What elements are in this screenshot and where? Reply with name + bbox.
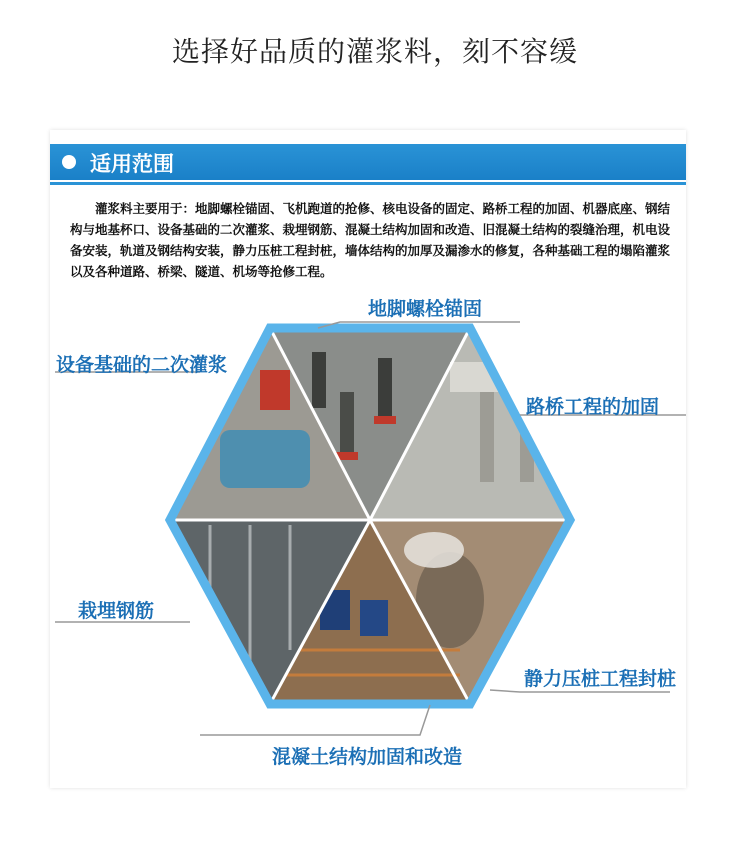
caption-rebar-planting: 栽埋钢筋 (78, 600, 155, 622)
page-title: 选择好品质的灌浆料，刻不容缓 (171, 35, 578, 68)
caption-bridge-reinforcement: 路桥工程的加固 (526, 396, 660, 418)
caption-pile-sealing: 静力压桩工程封桩 (524, 668, 677, 690)
caption-concrete-reinforcement: 混凝土结构加固和改造 (272, 746, 463, 768)
caption-anchor-bolts: 地脚螺栓锚固 (368, 298, 483, 320)
application-scope-panel (50, 130, 686, 788)
section-heading: 适用范围 (90, 151, 174, 176)
section-description: 灌浆料主要用于：地脚螺栓锚固、飞机跑道的抢修、核电设备的固定、路桥工程的加固、机器底座、钢结构与地基杯口、设备基础的二次灌浆、栽埋钢筋、混凝土结构加固和改造、旧混凝土结构的裂缝治理，机电设备安装，轨道及钢结构安装，静力压桩工程封桩，墙体结构的加厚及漏渗水的修复，各种基础工程的塌陷灌浆以及各种道路、桥梁、隧道、机场等抢修工程。 (70, 201, 671, 279)
caption-secondary-grouting: 设备基础的二次灌浆 (56, 354, 228, 376)
